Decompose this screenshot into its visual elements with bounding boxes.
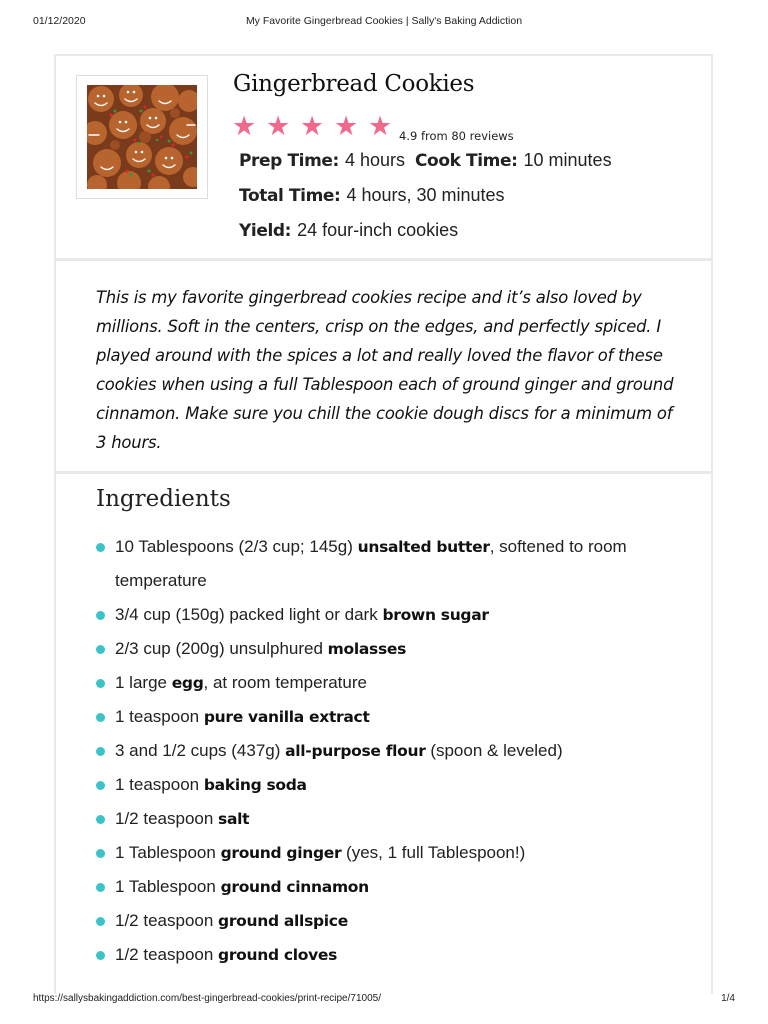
ingredient-name: unsalted butter [357,538,490,556]
ingredient-name: baking soda [203,776,307,794]
rating-stars [232,111,402,143]
ingredients-heading: Ingredients [96,486,231,512]
recipe-header-section [56,56,711,261]
yield-label: Yield: [239,221,292,241]
bullet-icon [96,543,105,552]
ingredient-note: (spoon & leveled) [425,741,563,760]
ingredient-item [96,904,696,938]
ingredient-quantity: 1 large [115,673,172,692]
recipe-description: This is my favorite gingerbread cookies recipe and it’s also loved by millions. Soft in the centers, crisp on the edges, and perfectly spiced. I played around with the spices a lot and really loved the flavor of these cookies when using a full Tablespoon each of ground ginger and ground cinnamon. Make sure you chill the cookie dough discs for a minimum of 3 hours. [96,288,674,452]
ingredient-item [96,802,696,836]
ingredient-quantity: 1 Tablespoon [115,843,221,862]
bullet-icon [96,849,105,858]
ingredient-item [96,870,696,904]
total-time-row [239,185,505,206]
cook-time-value: 10 minutes [523,150,612,170]
ingredient-note: (yes, 1 full Tablespoon!) [341,843,526,862]
prep-time-value: 4 hours [344,150,405,170]
bullet-icon [96,951,105,960]
print-url: https://sallysbakingaddiction.com/best-gingerbread-cookies/print-recipe/71005/ [33,993,381,1004]
bullet-icon [96,679,105,688]
ingredient-quantity: 3/4 cup (150g) packed light or dark [115,605,383,624]
ingredient-name: all-purpose flour [285,742,426,760]
time-row [239,150,612,171]
print-date: 01/12/2020 [33,15,86,27]
ingredient-note: , at room temperature [203,673,367,692]
bullet-icon [96,883,105,892]
ingredient-name: egg [171,674,204,692]
star-icon: ★ [266,111,291,142]
ingredient-name: ground cloves [218,946,338,964]
bullet-icon [96,781,105,790]
ingredient-item [96,530,696,598]
star-icon: ★ [300,111,325,142]
star-icon: ★ [334,111,359,142]
ingredient-quantity: 1 teaspoon [115,707,204,726]
rating-reviews-text: 4.9 from 80 reviews [399,129,514,143]
star-icon: ★ [232,111,257,142]
ingredient-quantity: 3 and 1/2 cups (437g) [115,741,286,760]
star-icon: ★ [368,111,393,142]
bullet-icon [96,815,105,824]
ingredient-quantity: 1/2 teaspoon [115,945,219,964]
ingredient-name: ground allspice [218,912,348,930]
ingredient-item [96,836,696,870]
bullet-icon [96,713,105,722]
ingredient-item [96,700,696,734]
recipe-thumbnail-frame [76,75,208,199]
print-page-number: 1/4 [721,993,735,1004]
ingredient-name: ground ginger [220,844,342,862]
ingredient-item [96,734,696,768]
ingredient-quantity: 2/3 cup (200g) unsulphured [115,639,328,658]
ingredient-quantity: 10 Tablespoons (2/3 cup; 145g) [115,537,358,556]
yield-row [239,220,458,241]
ingredient-quantity: 1 teaspoon [115,775,204,794]
bullet-icon [96,917,105,926]
ingredient-name: brown sugar [382,606,489,624]
recipe-description-section [56,261,711,474]
bullet-icon [96,645,105,654]
ingredient-quantity: 1/2 teaspoon [115,911,219,930]
ingredient-item [96,666,696,700]
ingredient-item [96,938,696,972]
ingredient-name: pure vanilla extract [203,708,370,726]
recipe-title: Gingerbread Cookies [233,71,475,97]
yield-value: 24 four-inch cookies [297,220,459,240]
total-time-value: 4 hours, 30 minutes [346,185,505,205]
cook-time-label: Cook Time: [414,151,518,171]
ingredient-name: molasses [327,640,407,658]
bullet-icon [96,747,105,756]
ingredient-item [96,598,696,632]
ingredient-quantity: 1 Tablespoon [115,877,221,896]
ingredient-quantity: 1/2 teaspoon [115,809,219,828]
recipe-card [54,54,713,994]
prep-time-label: Prep Time: [239,151,339,171]
total-time-label: Total Time: [239,186,341,206]
gingerbread-cookies-photo [87,85,197,189]
ingredient-name: salt [218,810,250,828]
print-page-title: My Favorite Gingerbread Cookies | Sally's Baking Addiction [245,15,523,27]
ingredient-item [96,768,696,802]
ingredient-note: , softened to room temperature [115,537,627,590]
bullet-icon [96,611,105,620]
ingredients-list [96,530,696,972]
ingredient-item [96,632,696,666]
ingredient-name: ground cinnamon [220,878,369,896]
